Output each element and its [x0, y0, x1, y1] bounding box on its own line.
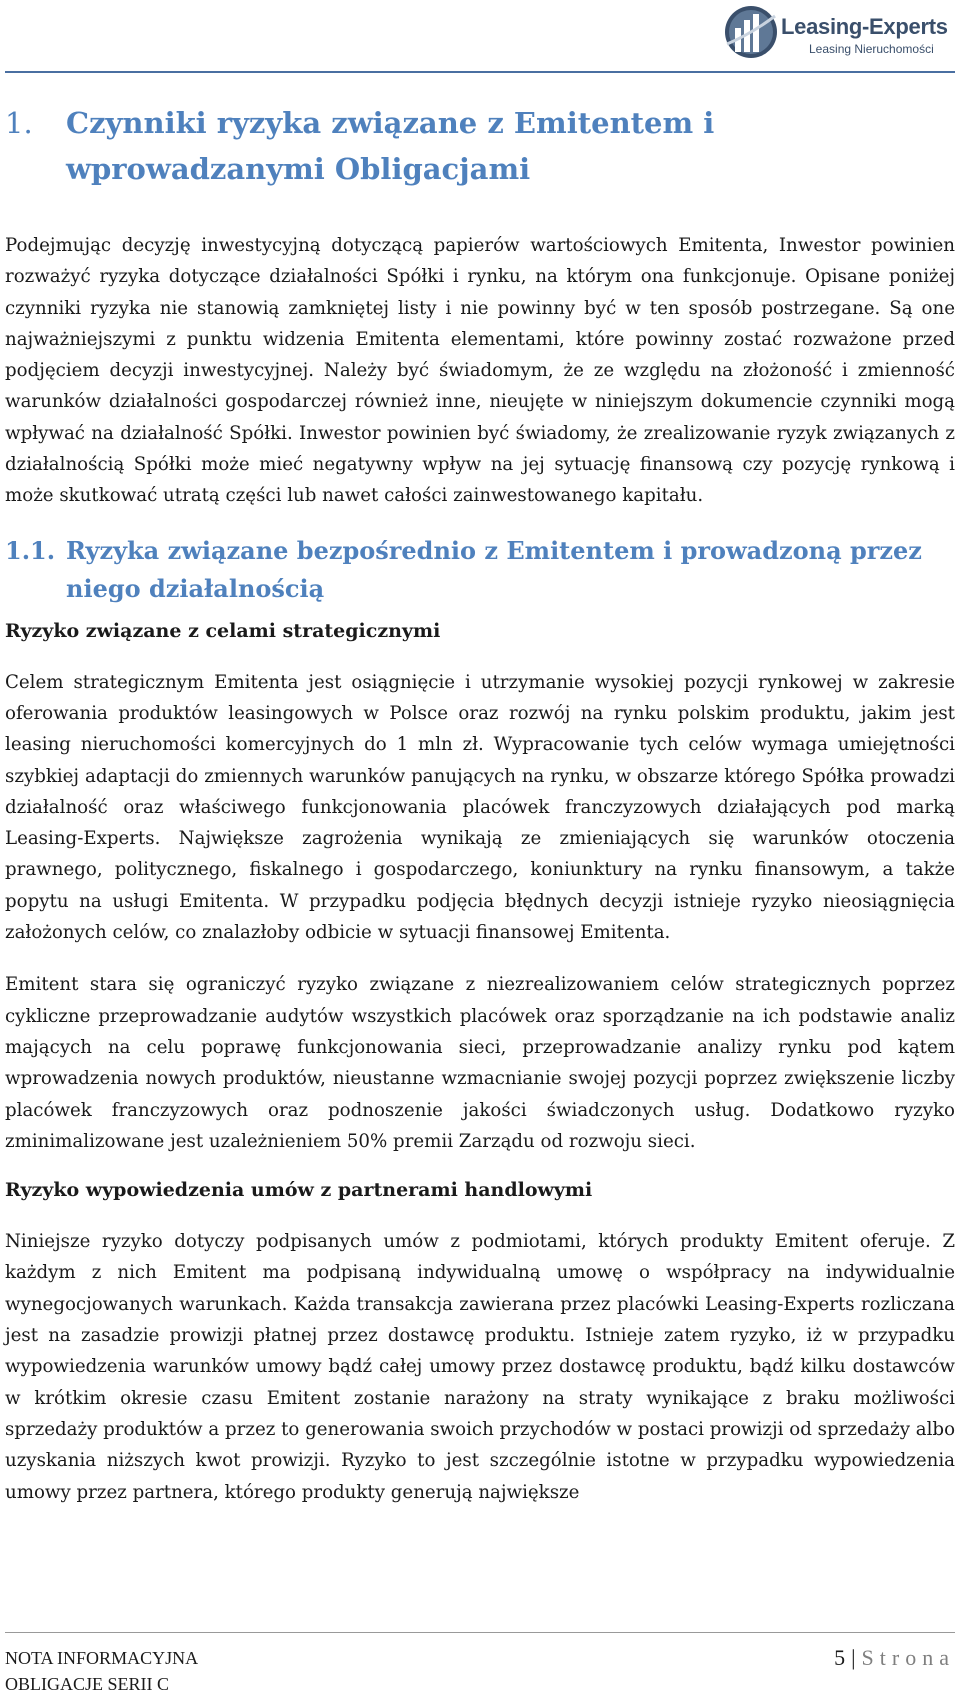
- company-logo: [723, 4, 955, 62]
- logo-tagline: Leasing Nieruchomości: [809, 42, 934, 56]
- section-title: Czynniki ryzyka związane z Emitentem i wprowadzanymi Obligacjami: [66, 106, 715, 186]
- risk-heading-partners: Ryzyko wypowiedzenia umów z partnerami handlowymi: [5, 1179, 593, 1202]
- page-header: [0, 0, 960, 76]
- risk-paragraph: Emitent stara się ograniczyć ryzyko związane z niezrealizowaniem celów strategicznych poprzez cykliczne przeprowadzanie audytów wszystkich placówek oraz sporządzanie na ich podstawie analiz mających na celu poprawę funkcjonowania sieci, przeprowadzanie analizy rynku pod kątem wprowadzenia nowych produktów, nieustanne wzmacnianie swojej pozycji poprzez zwiększenie liczby placówek franczyzowych oraz podnoszenie jakości świadczonych usług. Dodatkowo ryzyko zminimalizowane jest uzależnieniem 50% premii Zarządu od rozwoju sieci.: [5, 974, 955, 1152]
- document-body: [5, 100, 955, 1508]
- section-heading: [5, 100, 955, 192]
- risk-paragraph: Niniejsze ryzyko dotyczy podpisanych umów z podmiotami, których produkty Emitent oferuje. Z każdym z nich Emitent ma podpisaną indywidualną umowę o współpracy na indywidualnie wynegocjowanych warunkach. Każda transakcja zawierana przez placówki Leasing-Experts rozliczana jest na zasadzie prowizji płatnej przez dostawcę produktu. Istnieje zatem ryzyko, iż w przypadku wypowiedzenia warunków umowy bądź całej umowy przez dostawcę produktu, bądź kilku dostawców w krótkim okresie czasu Emitent zostanie narażony na straty wynikające z braku możliwości sprzedaży produktów a przez to generowania swoich przychodów w postaci prowizji od sprzedaży albo uzyskania niższych kwot prowizji. Ryzyko to jest szczególnie istotne w przypadku wypowiedzenia umowy przez partnera, którego produkty generują największe: [5, 1231, 956, 1503]
- page-number: 5: [834, 1645, 846, 1670]
- footer-line-2: OBLIGACJE SERII C: [5, 1674, 170, 1694]
- page-separator: |: [851, 1645, 856, 1670]
- logo-emblem-icon: [723, 4, 779, 60]
- section-number: 1.: [5, 106, 33, 140]
- page-word: Strona: [861, 1645, 955, 1670]
- footer-line-1: NOTA INFORMACYJNA: [5, 1648, 199, 1668]
- subsection-title: Ryzyka związane bezpośrednio z Emitentem i prowadzoną przez niego działalnością: [66, 535, 922, 603]
- subsection-heading: [5, 532, 955, 608]
- intro-paragraph: Podejmując decyzję inwestycyjną dotyczącą papierów wartościowych Emitenta, Inwestor powinien rozważyć ryzyka dotyczące działalności Spółki i rynku, na którym ona funkcjonuje. Opisane poniżej czynniki ryzyka nie stanowią zamkniętej listy i nie powinny być w ten sposób postrzegane. Są one najważniejszymi z punktu widzenia Emitenta elementami, które powinny zostać rozważone przed podjęciem decyzji inwestycyjnej. Należy być świadomym, że ze względu na złożoność i zmienność warunków działalności gospodarczej również inne, nieujęte w niniejszym dokumencie czynniki mogą wpływać na działalność Spółki. Inwestor powinien być świadomy, że zrealizowanie ryzyk związanych z działalnością Spółki może mieć negatywny wpływ na jej sytuację finansową czy pozycję rynkową i może skutkować utratą części lub nawet całości zainwestowanego kapitału.: [5, 235, 955, 507]
- page-footer: [5, 1632, 955, 1697]
- risk-paragraph: Celem strategicznym Emitenta jest osiągnięcie i utrzymanie wysokiej pozycji rynkowej w zakresie oferowania produktów leasingowych w Polsce oraz rozwój na rynku polskim produktu, jakim jest leasing nieruchomości komercyjnych do 1 mln zł. Wypracowanie tych celów wymaga umiejętności szybkiej adaptacji do zmiennych warunków panujących na rynku, w obszarze którego Spółka prowadzi działalność oraz właściwego funkcjonowania placówek franczyzowych działających pod marką Leasing-Experts. Największe zagrożenia wynikają ze zmieniających się warunków otoczenia prawnego, politycznego, fiskalnego i gospodarczego, koniunktury na rynku finansowym, a także popytu na usługi Emitenta. W przypadku podjęcia błędnych decyzji istnieje ryzyko nieosiągnięcia założonych celów, co znalazłoby odbicie w sytuacji finansowej Emitenta.: [5, 671, 955, 944]
- subsection-number: 1.1.: [5, 535, 56, 565]
- risk-heading-strategic: Ryzyko związane z celami strategicznymi: [5, 619, 441, 642]
- footer-document-title: [5, 1645, 198, 1697]
- page-number-block: [834, 1645, 955, 1671]
- footer-divider: [5, 1632, 955, 1633]
- header-divider: [5, 71, 955, 73]
- logo-name: Leasing-Experts: [781, 14, 948, 39]
